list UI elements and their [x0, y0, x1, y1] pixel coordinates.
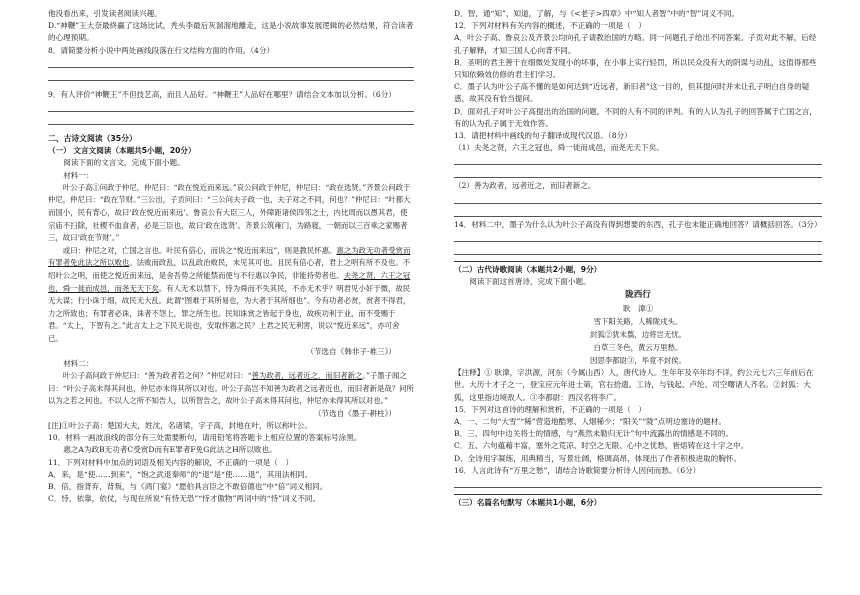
source-citation: （节选自《墨子·耕柱》） [313, 408, 396, 418]
question-9: 9．有人评价“神鞭王”不但技艺高，而且人品好。“神鞭王”人品好在哪里？请结合文本加以分析。（6分） [48, 89, 396, 99]
option-c: C．恃，依靠，依仗，与现在所说“有恃无恐”“恃才傲物”两词中的“恃”词义不同。 [48, 494, 321, 504]
material-1-paragraph-2: 或曰：仲尼之对，亡国之言也。叶民有倍心，而说之“悦近而来远”，则是教民怀惠。惠之为政无功者受赏而有罪者免此法之所以败也。法败而政乱，以乱政治败民，未见其可也。且民有倍心者，君上之明有所不及也。不绍叶公之明，而使之悦近而来远，是舍吾势之所能禁而使与不行惠以争民，非能持势者也。夫尧之贤，六王之冠也，舜一徙而成邑，而尧无天下矣。有人无术以禁下，恃为舜而不失其民，不亦无术乎？明君见小奸于微，故民无大谋；行小诛于细，故民无大乱。此谓“图难于其所易也，为大者于其所细也”。今有功者必赏，赏者不得君，力之所致也；有罪者必诛，诛者不怨上，罪之所生也。民知诛赏之皆起于身也，故疾功利于业，而不受赐于君。“太上，下智有之。”此言太上之下民无说也，安取怀惠之民？上君之民无利害，说以“悦近来远”，亦可舍已。 [48, 245, 411, 343]
poetry-section [454, 261, 822, 488]
poem-annotation: 【注释】① 耿湋，字洪源，河东（今属山西）人，唐代诗人。生年年及卒年均不详，约公元七六三年前后在世。大历十才子之一，登宝应元年进士第，官右拾遗。工诗，与钱起、卢纶、司空曙诸人齐名。②封狐：大狐，这里指边境敌人。③李都尉：西汉名将李广。 [454, 368, 814, 402]
option-a: A．叶公子高、鲁哀公及齐景公均向孔子请教治国的方略。同一问题孔子给出不同答案。子贡对此不解，后经孔子解释，才知三国人心向背不同。 [454, 33, 817, 55]
text-line: 他没看出来，引发读者阅读兴趣。 [48, 9, 162, 18]
annotation: [注]①叶公子高：楚国大夫，姓沈，名诸梁，字子高，封地在叶，所以称叶公。 [48, 420, 313, 430]
instruction: 阅读下面的文言文，完成下面小题。 [63, 158, 185, 168]
option-d: D.“神鞭”王大奈最終赢了这场比试，秃头李最后灰溜溜地離走，这是小说故事发展逻辑的必然结果，符合读者的心理预期。 [48, 21, 414, 43]
answer-line[interactable] [48, 101, 414, 112]
answer-line[interactable] [454, 231, 822, 242]
poem-line: 白草三冬色，黄云万里愁。 [593, 343, 683, 353]
right-column [454, 8, 822, 587]
question-14: 14．材料二中，墨子为什么认为叶公子高没有得到想要的东西，孔子也未能正确地回答？请概括回答。（3分） [454, 219, 822, 229]
answer-line[interactable] [48, 114, 414, 125]
option-d: D．全诗用字凝练，用典精当，写景壮阔，格调高昂，体现出了作者积极进取的胸怀。 [454, 453, 742, 463]
question-13-part-1: （1）夫尧之贤，六王之冠也，舜一徙而成邑，而尧无天下矣。 [454, 143, 664, 153]
poem-title: 陇西行 [625, 290, 651, 301]
option-b: B．三、四句中边关将士的情感，与“燕然未勒归无计”句中流露出的情感是不同的。 [454, 429, 734, 439]
option-c: C．墨子认为叶公子高不懂的是如何达到“近远者，新旧者”这一目的，但其提问时并未让孔子明白自身的疑惑，故其没有恰当提问。 [454, 82, 810, 104]
option-b: B．倍，指背弃，背叛，与《鸿门宴》“愿伯具言臣之不敢倍德也”中“倍”词义相同。 [48, 481, 328, 491]
wavy-underline-text: 惠之为政无功者受赏而有罪者免此法之所以败也 [48, 245, 411, 268]
option-a: A．一、二句“大雪”“稀”营造地酷寒、人烟稀少；“阳关”“陇”点明边塞诗的题材。 [454, 417, 726, 427]
option-a: A．来，是“使……到来”，“饱之武退秦师”的“退”是“使……退”，其用法相同。 [48, 469, 313, 479]
poem-author: 耿 湋① [622, 304, 654, 314]
instruction: 阅读下面这首唐诗，完成下面小题。 [469, 277, 591, 287]
material-1-paragraph-1: 叶公子高①问政于仲尼，仲尼曰：“政在悦近而来远。”哀公问政于仲尼，仲尼曰：“政在选贤。”齐景公问政于仲尼，仲尼曰：“政在节财。”三公出，子贡问曰：“三公问夫子政一也，夫子对之不同，何也？”仲尼曰：“叶都大而国小，民有背心，故曰‘政在悦近而来远’。鲁哀公有大臣三人，外障距诸侯四邻之士，内比周而以愚其君，使宗庙不扫除，社稷不血食者，必是三臣也，故曰‘政在选贤’。齐景公筑雍门，为路寝，一朝而以三百乘之家赐者三，故曰‘政在节财’。” [48, 182, 411, 243]
subsection-heading: （二）古代诗歌阅读（本题共2小题，9分） [454, 264, 602, 274]
question-12: 12．下列对材料有关内容的概述，不正确的一项是（ ） [454, 21, 646, 31]
answer-line[interactable] [454, 154, 822, 165]
answer-line[interactable] [454, 477, 822, 488]
material-2-paragraph: 叶公子高问政于仲尼曰：“善为政者若之何？”仲尼对曰：“善为政者，远者近之，而旧者新之。”子墨子闻之曰：“叶公子高未得其问也，仲尼亦未得其所以对也。叶公子高岂不知善为政者之远者近也，而旧者新是哉？问所以为之若之何也。不以人之所不知告人，以所智告之，故叶公子高未得其问也，仲尼亦未得其所以对也。” [48, 370, 414, 406]
answer-line[interactable] [454, 167, 822, 178]
option-d: D．面对孔子对叶公子高提出的治国的问题，不同的人有不同的评判。有的人认为孔子的回答属于亡国之言，有的认为孔子属于无效作答。 [454, 106, 817, 128]
underlined-sentence: 夫尧之贤，六王之冠也，舜一徙而成邑，而尧无天下矣 [48, 270, 411, 293]
subsection-heading: （三）名篇名句默写（本题共1小题，6分） [454, 498, 602, 508]
underlined-sentence: 善为政者，远者近之，而旧者新之 [251, 370, 363, 380]
poem-line: 雪下阳关路，人稀陇戍头。 [593, 317, 683, 327]
answer-line[interactable] [48, 57, 414, 68]
poem-line: 因思李都尉③，毕竟不封侯。 [589, 356, 687, 366]
section-heading: 二、古诗文阅读（35分） [48, 134, 137, 144]
material-label: 材料二： [63, 358, 94, 368]
subsection-heading: （一） 文言文阅读（本题共5小题，20分） [48, 146, 196, 156]
material-label: 材料一： [63, 170, 94, 180]
poem-line: 封狐②犹未翦，边将岂无忧。 [589, 330, 687, 340]
question-10: 10．材料一画波浪线的部分有三处需要断句，请用铅笔将答题卡上相应位置的答案标号涂黑。 [48, 433, 362, 443]
option-b: B．圣明的君主善于在细微处发现小的坏事，在小事上实行轻罚，所以民众没有大的阴谋与动乱，这值得那些只知依赖效仿修的君主们学习。 [454, 57, 817, 80]
recitation-section [454, 494, 822, 509]
answer-line[interactable] [454, 206, 822, 217]
question-13: 13．请把材料中画线的句子翻译成现代汉语。（8分） [454, 131, 632, 141]
question-8: 8．请简要分析小说中两处画线段落在行文结构方面的作用。（4分） [48, 45, 275, 55]
answer-line[interactable] [454, 244, 822, 255]
question-16: 16．人言此诗有“万里之愁”，请结合诗歌简要分析诗人因何而愁。（6分） [454, 465, 701, 475]
option-c: C．五、六句蕴藉丰富，塞外之荒凉、时空之无限、心中之忧愁，皆熔铸在这十字之中。 [454, 441, 749, 451]
question-15: 15．下列对这首诗的理解和赏析，不正确的一项是（ ） [454, 404, 646, 414]
option-d: D．智，通“知”，知道，了解，与《<老子>四章》中“知人者智”中的“智”词义不同。 [454, 9, 740, 18]
answer-line[interactable] [48, 70, 414, 81]
question-13-part-2: （2）善为政者，远者近之，而旧者新之。 [454, 181, 596, 191]
source-citation: （节选自《韩非子·难三》） [306, 346, 396, 356]
question-10-options: 惠之A为政B无功者C受赏D而有E罪者F免G此法之H所以败也。 [63, 445, 277, 455]
answer-line[interactable] [454, 193, 822, 204]
left-column [48, 8, 414, 587]
question-11: 11．下列对材料中加点的词语及相关内容的解说，不正确的一项是（ ） [48, 457, 294, 467]
